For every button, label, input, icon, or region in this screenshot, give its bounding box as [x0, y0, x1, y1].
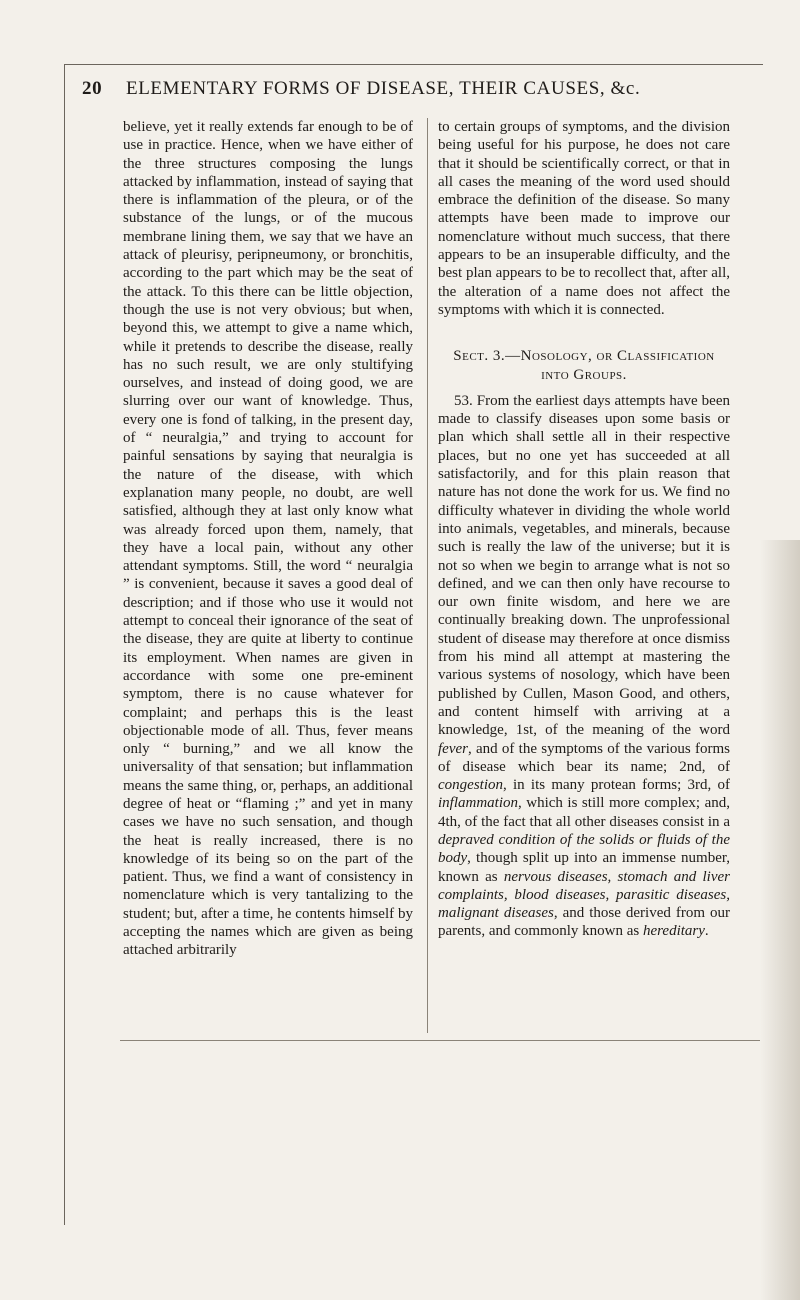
- bottom-rule: [120, 1040, 760, 1041]
- column-divider: [427, 118, 428, 1033]
- p2-c: , in its many protean forms; 3rd, of: [503, 777, 730, 794]
- term-hereditary: hereditary: [642, 923, 705, 940]
- p2-b: , and of the symptoms of the various forms of disease which bear its name; 2nd, of: [438, 740, 730, 775]
- running-title: ELEMENTARY FORMS OF DISEASE, THEIR CAUSES, &c.: [126, 78, 641, 99]
- left-paragraph: believe, yet it really extends far enough to be of use in practice. Hence, when we have either of the three structures composing the lungs attacked by inflammation, instead of saying that there is inflammation of the pleura, or of the substance of the lungs, or of the mucous membrane lining them, we say that we have an attack of pleurisy, peripneumony, or bronchitis, according to the part which may be the seat of the attack. To this there can be little objection, though the use is not very obvious; but when, beyond this, we attempt to give a name which, while it pretends to describe the disease, really has no such result, we are only stultifying ourselves, and instead of doing good, we are slurring over our want of knowledge. Thus, every one is fond of talking, in the present day, of “ neuralgia,” and trying to account for painful sensations by saying that neuralgia is the nature of the disease, with which explanation many people, no doubt, are well satisfied, although they at last only know what was already forced upon them, namely, that they have a local pain, without any other attendant symptoms. Still, the word “ neuralgia ” is convenient, because it saves a good deal of description; and if those who use it would not attempt to conceal their ignorance of the seat of the disease, they are quite at liberty to continue its employment. When names are given in accordance with some one pre-eminent symptom, there is no cause whatever for complaint; and perhaps this is the least objectionable mode of all. Thus, fever means only “ burning,” and we all know the universality of that sensation; but inflammation means the same thing, or, perhaps, an additional degree of heat or “flaming ;” and yet in many cases we have no such sensation, and though the heat is really increased, there is no knowledge of its being so on the part of the patient. Thus, we find a want of consistency in nomenclature which is very tantalizing to the student; but, after a time, he contents himself by accepting the names which are given as being attached arbitrarily: [123, 119, 413, 959]
- term-disease-list: nervous diseases, stomach and liver complaints, blood diseases, parasitic diseases, malignant diseases: [438, 868, 730, 922]
- term-fever: fever: [438, 740, 468, 757]
- right-paragraph-2: [438, 392, 730, 941]
- right-column: [438, 118, 730, 941]
- term-inflammation: inflammation: [438, 795, 519, 812]
- p2-f: , and those derived from our parents, and commonly known as: [438, 905, 730, 940]
- term-depraved-condition: depraved condition of the solids or fluids of the body: [438, 831, 730, 867]
- term-congestion: congestion: [438, 777, 503, 794]
- right-paragraph-1: to certain groups of symptoms, and the division being useful for his purpose, he does not care that it should be scientifically correct, or that in all cases the meaning of the word used should embrace the definition of the disease. So many attempts have been made to improve our nomenclature without much success, that there appears to be an insuperable difficulty, and the best plan appears to be to recollect that, after all, the alteration of a name does not affect the symptoms with which it is connected.: [438, 119, 730, 318]
- p2-end: .: [704, 923, 709, 940]
- running-head: [82, 78, 762, 102]
- p2-d: , which is still more complex; and, 4th, of the fact that all other diseases consist in a: [438, 795, 730, 830]
- section-heading: Sect. 3.—Nosology, or Classification into Groups.: [453, 348, 715, 383]
- page-number: 20: [82, 78, 103, 99]
- p2-e: , though split up into an immense number, known as: [438, 850, 730, 885]
- left-column: [123, 118, 413, 960]
- p2-lead: 53. From the earliest days attempts have been made to classify diseases upon some basis or plan which shall settle all in their respective places, but no one yet has succeeded at all satisfactorily, and for this plain reason that nature has not done the work for us. We find no difficulty whatever in dividing the whole world into animals, vegetables, and minerals, because such is really the law of the universe; but it is not so when we begin to arrange what is not so defined, and we can then only have recourse to our own finite wisdom, and here we are continually breaking down. The unprofessional student of disease may therefore at once dismiss from his mind all attempt at mastering the various systems of nosology, which have been published by Cullen, Mason Good, and others, and content himself with arriving at a knowledge, 1st, of the meaning of the word: [438, 392, 730, 739]
- page-edge-shadow: [760, 540, 800, 1300]
